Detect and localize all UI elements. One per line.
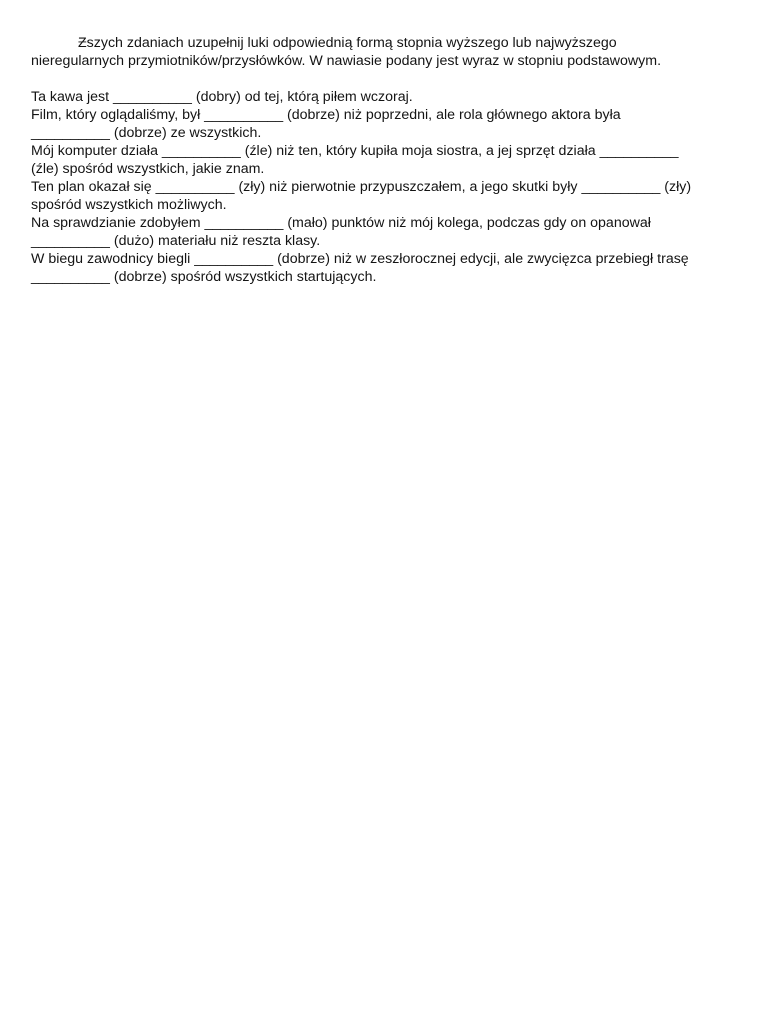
exercise-line: Ta kawa jest __________ (dobry) od tej, którą piłem wczoraj. <box>31 89 413 105</box>
exercise-line: (źle) spośród wszystkich, jakie znam. <box>31 161 265 177</box>
exercise-line: __________ (dobrze) spośród wszystkich startujących. <box>31 269 377 285</box>
exercise-line: Na sprawdzianie zdobyłem __________ (mało) punktów niż mój kolega, podczas gdy on opanował <box>31 215 651 231</box>
exercise-line: __________ (dobrze) ze wszystkich. <box>31 125 262 141</box>
paragraph-spacer <box>31 70 739 88</box>
exercise-sentences <box>31 88 739 286</box>
document-page <box>31 34 739 286</box>
exercise-line: spośród wszystkich możliwych. <box>31 197 227 213</box>
exercise-line: Film, który oglądaliśmy, był __________ (dobrze) niż poprzedni, ale rola głównego aktora była <box>31 107 621 123</box>
instruction-line-1: Ƶszych zdaniach uzupełnij luki odpowiednią formą stopnia wyższego lub najwyższego <box>78 35 617 51</box>
instruction-paragraph <box>31 34 739 70</box>
instruction-line-2: nieregularnych przymiotników/przysłówków. W nawiasie podany jest wyraz w stopniu podstawowym. <box>31 53 662 69</box>
exercise-line: W biegu zawodnicy biegli __________ (dobrze) niż w zeszłorocznej edycji, ale zwycięzca przebiegł trasę <box>31 251 689 267</box>
exercise-line: Ten plan okazał się __________ (zły) niż pierwotnie przypuszczałem, a jego skutki były __________ (zły) <box>31 179 692 195</box>
exercise-line: __________ (dużo) materiału niż reszta klasy. <box>31 233 321 249</box>
exercise-line: Mój komputer działa __________ (źle) niż ten, który kupiła moja siostra, a jej sprzęt działa __________ <box>31 143 679 159</box>
